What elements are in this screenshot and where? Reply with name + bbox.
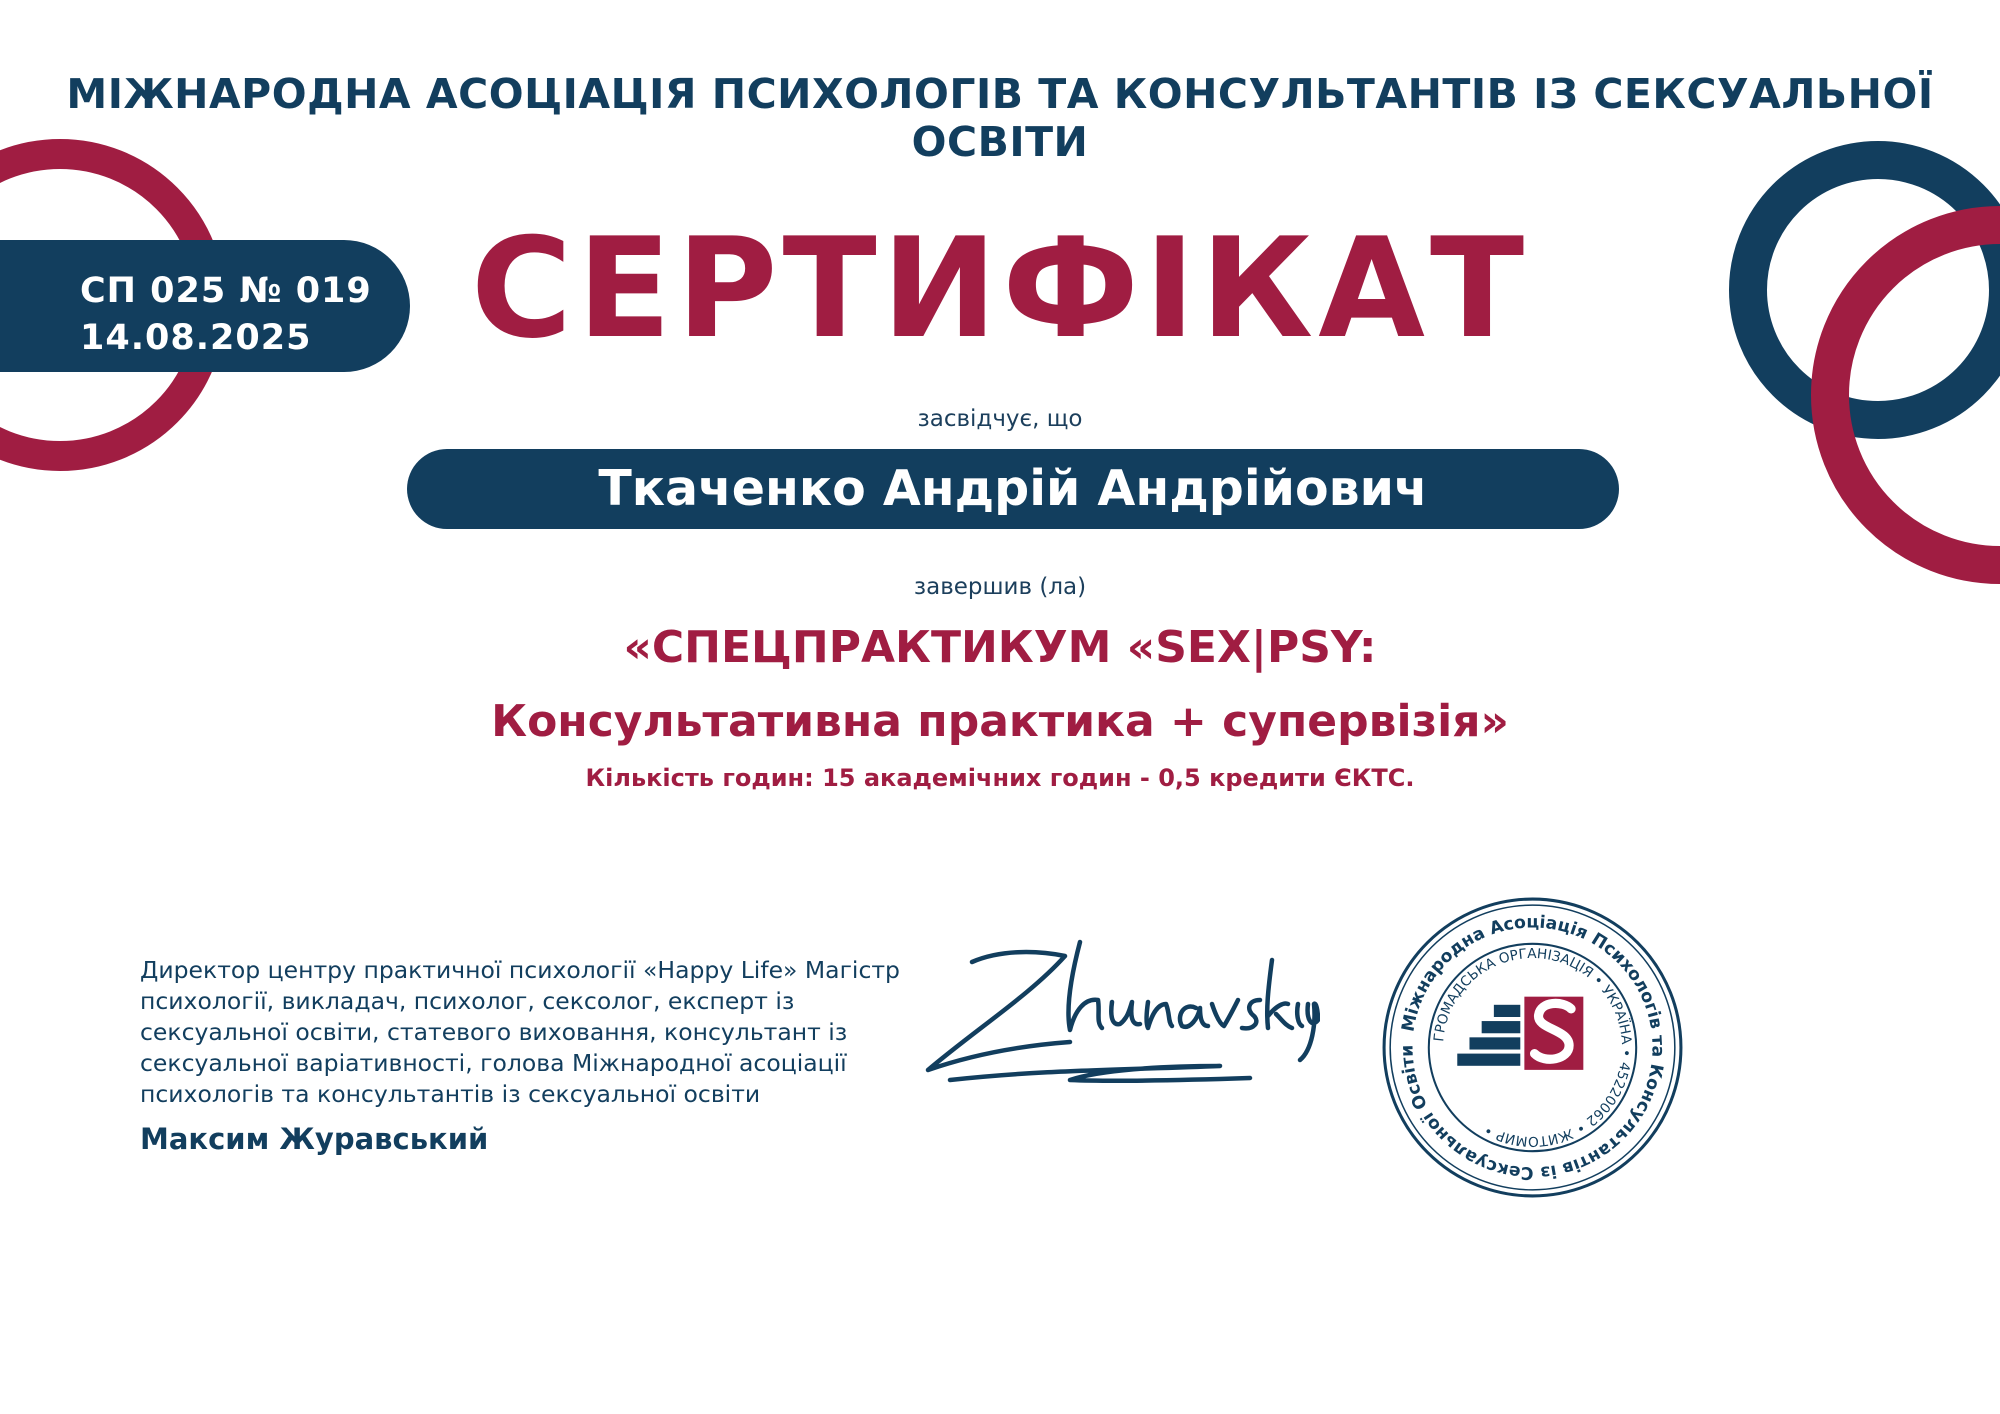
stamp-logo-icon [1457, 997, 1583, 1070]
certificate-number: СП 025 № 019 [80, 271, 372, 311]
course-title-line-2: Консультативна практика + супервізія» [491, 696, 1509, 747]
certificate-title: СЕРТИФІКАТ [470, 208, 1530, 369]
certifies-text: засвідчує, що [917, 406, 1083, 432]
director-signature [920, 920, 1320, 1090]
svg-text:ГРОМАДСЬКА ОРГАНІЗАЦІЯ • УКРАЇ: ГРОМАДСЬКА ОРГАНІЗАЦІЯ • УКРАЇНА • 45220062 • ЖИТОМИР • [1431, 946, 1635, 1150]
certificate-date: 14.08.2025 [80, 318, 312, 358]
organization-header: МІЖНАРОДНА АСОЦІАЦІЯ ПСИХОЛОГІВ ТА КОНСУЛЬТАНТІВ ІЗ СЕКСУАЛЬНОЇ ОСВІТИ [66, 70, 1934, 166]
completed-text: завершив (ла) [913, 574, 1087, 600]
director-description: Директор центру практичної психології «Happy Life» Магістр психології, викладач, психолог, сексолог, експерт із сексуальної освіти, статевого виховання, консультант із сексуальної варіативності, голова Міжнародної асоціації психологів та консультантів із сексуальної освіти [140, 956, 900, 1108]
svg-text:Міжнародна Асоціація Психологі: Міжнародна Асоціація Психологів та Консультантів із Сексуальної Освіти [1397, 912, 1668, 1183]
director-name: Максим Журавський [140, 1122, 489, 1156]
course-title-line-1: «СПЕЦПРАКТИКУМ «SEX|PSY: [623, 622, 1377, 673]
organization-stamp [1380, 895, 1685, 1200]
hours-credits-text: Кількість годин: 15 академічних годин - 0,5 кредити ЄКТС. [585, 764, 1415, 792]
recipient-name: Ткаченко Андрій Андрійович [407, 449, 1619, 529]
